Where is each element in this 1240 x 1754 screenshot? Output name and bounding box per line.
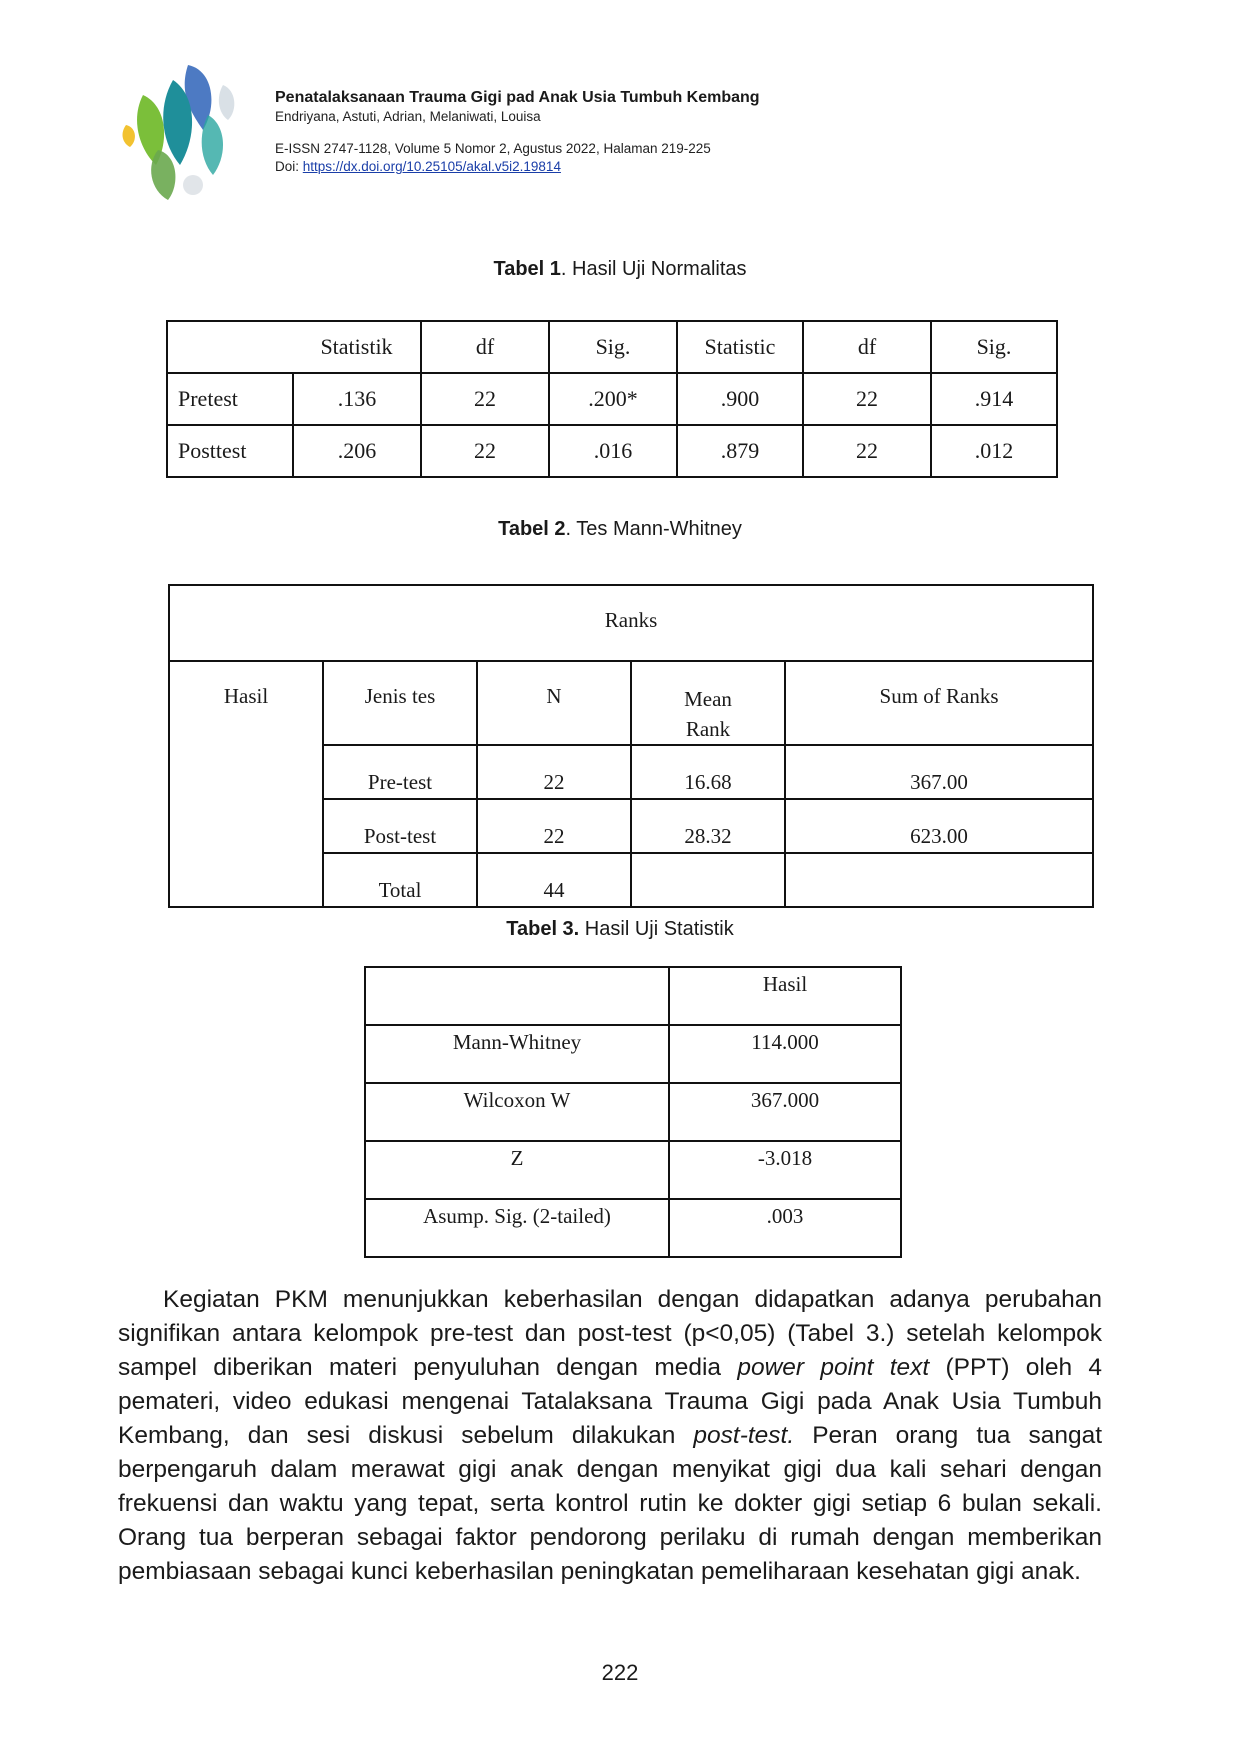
table-header-cell: Hasil: [669, 967, 901, 1025]
table-header-cell: Jenis tes: [323, 661, 477, 745]
table-cell: .900: [677, 373, 803, 425]
body-text-part: (PPT) oleh 4 pemateri, video edukasi mengenai Tatalaksana Trauma Gigi pada Anak Usia Tumbuh Kembang, dan sesi diskusi sebelum dilakukan: [118, 1354, 1102, 1449]
table-cell: .016: [549, 425, 677, 477]
body-text-italic: post-test.: [693, 1422, 795, 1449]
table3-caption-label: Tabel 3.: [506, 918, 580, 940]
article-issn: E-ISSN 2747-1128, Volume 5 Nomor 2, Agustus 2022, Halaman 219-225: [275, 141, 711, 156]
article-authors: Endriyana, Astuti, Adrian, Melaniwati, Louisa: [275, 109, 541, 124]
table-cell: 22: [421, 425, 549, 477]
table-row-label: Posttest: [167, 425, 293, 477]
table-cell: 22: [803, 373, 931, 425]
table-cell: 28.32: [631, 799, 785, 853]
table-cell: .200*: [549, 373, 677, 425]
body-text-italic: power point text: [737, 1354, 930, 1381]
table1-caption: [0, 258, 1240, 281]
table-cell: 16.68: [631, 745, 785, 799]
body-text-part: Peran orang tua sangat berpengaruh dalam merawat gigi anak dengan menyikat gigi dua kali sehari dengan frekuensi dan waktu yang tepat, serta kontrol rutin ke dokter gigi setiap 6 bulan sekali. Orang tua berperan sebagai faktor pendorong perilaku di rumah dengan memberikan pembiasaan sebagai kunci keberhasilan peningkatan pemeliharaan kesehatan gigi anak.: [118, 1422, 1103, 1585]
table-cell: [631, 853, 785, 907]
table-cell: 22: [803, 425, 931, 477]
table-cell: 367.000: [669, 1083, 901, 1141]
mean-rank-line1: Mean: [684, 687, 732, 711]
table-cell: Total: [323, 853, 477, 907]
table1-caption-label: Tabel 1: [493, 258, 561, 280]
table-cell: 44: [477, 853, 631, 907]
table-cell: -3.018: [669, 1141, 901, 1199]
table-cell: .012: [931, 425, 1057, 477]
body-text-part: Kegiatan PKM menunjukkan keberhasilan dengan didapatkan adanya perubahan signifikan antara kelompok pre-test dan post-test (p<0,05) (Tabel 3.) setelah kelompok sampel diberikan materi penyuluhan dengan media: [118, 1286, 1102, 1381]
table-cell: 22: [477, 799, 631, 853]
table-row-label: Mann-Whitney: [365, 1025, 669, 1083]
article-header: [275, 88, 760, 176]
table-cell: 22: [477, 745, 631, 799]
table-header-row: [365, 967, 901, 1025]
doi-label: Doi:: [275, 159, 303, 174]
table-cell: 367.00: [785, 745, 1093, 799]
body-paragraph: [118, 1283, 1102, 1589]
body-text: [118, 1283, 1102, 1589]
table-header-cell: Statistic: [677, 321, 803, 373]
normality-test-table: [166, 320, 1058, 478]
table2-caption-text: . Tes Mann-Whitney: [565, 518, 742, 540]
table-cell: .003: [669, 1199, 901, 1257]
mean-rank-line2: Rank: [685, 717, 731, 741]
page-number: 222: [601, 1660, 639, 1685]
table-header-cell: df: [421, 321, 549, 373]
table-header-cell: Sum of Ranks: [785, 661, 1093, 745]
table-cell: 114.000: [669, 1025, 901, 1083]
table-row: [365, 1141, 901, 1199]
table-header-cell: Sig.: [931, 321, 1057, 373]
table-cell: Post-test: [323, 799, 477, 853]
table2-caption-label: Tabel 2: [498, 518, 566, 540]
table-row-label: Asump. Sig. (2-tailed): [365, 1199, 669, 1257]
table3-caption: [0, 918, 1240, 941]
table-row: [365, 1199, 901, 1257]
table-cell: Pre-test: [323, 745, 477, 799]
table-cell: 623.00: [785, 799, 1093, 853]
statistics-test-table: [364, 966, 902, 1258]
table-cell: .206: [293, 425, 421, 477]
table-header-cell: [167, 321, 293, 373]
article-doi: [275, 158, 760, 176]
table-header-cell: Statistik: [293, 321, 421, 373]
ranks-title: Ranks: [169, 585, 1093, 661]
table-cell: .914: [931, 373, 1057, 425]
table-header-cell: [365, 967, 669, 1025]
table-row: [167, 373, 1057, 425]
table-header-cell: N: [477, 661, 631, 745]
table-row-label: Pretest: [167, 373, 293, 425]
table-row: [167, 425, 1057, 477]
journal-logo-icon: [118, 55, 253, 205]
table-header-cell: Sig.: [549, 321, 677, 373]
article-title: Penatalaksanaan Trauma Gigi pad Anak Usia Tumbuh Kembang: [275, 89, 760, 106]
table-row-label: Z: [365, 1141, 669, 1199]
table-cell: .136: [293, 373, 421, 425]
table-header-row: [169, 661, 1093, 745]
mean-rank-header: [631, 661, 785, 745]
table-cell: [785, 853, 1093, 907]
table-row: [365, 1025, 901, 1083]
mann-whitney-ranks-table: [168, 584, 1094, 908]
table-cell: .879: [677, 425, 803, 477]
doi-link[interactable]: https://dx.doi.org/10.25105/akal.v5i2.19814: [302, 159, 561, 174]
table-header-cell: df: [803, 321, 931, 373]
table-row-label: Wilcoxon W: [365, 1083, 669, 1141]
table-title-row: [169, 585, 1093, 661]
hasil-label: Hasil: [169, 661, 323, 907]
table3-caption-text: Hasil Uji Statistik: [579, 918, 734, 940]
table-row: [365, 1083, 901, 1141]
table-cell: 22: [421, 373, 549, 425]
table-header-row: [167, 321, 1057, 373]
table2-caption: [0, 518, 1240, 541]
table1-caption-text: . Hasil Uji Normalitas: [560, 258, 747, 280]
